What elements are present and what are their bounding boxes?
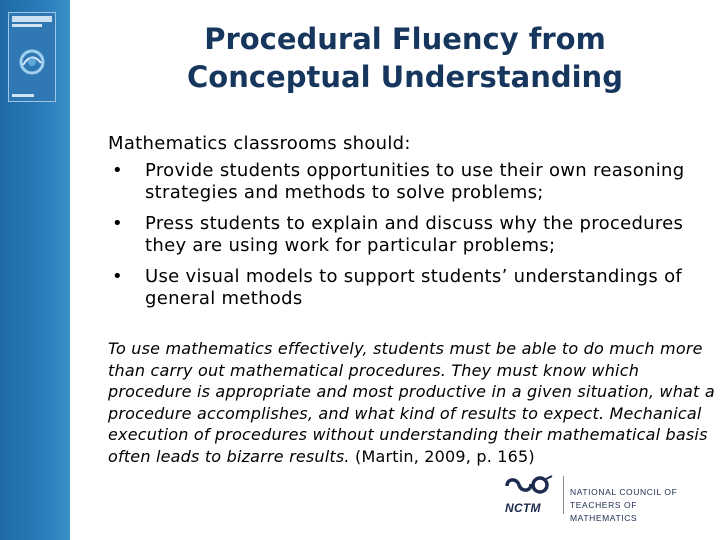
cover-footer-bar — [12, 94, 34, 97]
logo-org-line-2: TEACHERS OF MATHEMATICS — [570, 500, 638, 523]
bullet-item — [108, 160, 714, 204]
logo-divider — [563, 476, 564, 514]
cover-swirl-icon — [17, 47, 47, 77]
bullet-item — [108, 266, 714, 310]
quote-block — [108, 338, 716, 468]
bullet-item — [108, 213, 714, 257]
intro-text: Mathematics classrooms should: — [108, 133, 411, 154]
cover-title-bar — [12, 16, 52, 22]
bullet-text: Use visual models to support students’ understandings of general methods — [145, 266, 683, 309]
left-decorative-band — [0, 0, 70, 540]
title-line-1: Procedural Fluency from — [204, 22, 606, 56]
book-cover-thumbnail — [8, 12, 56, 102]
bullet-list — [108, 160, 714, 319]
bullet-text: Press students to explain and discuss why the procedures they are using work for particular problems; — [145, 213, 684, 256]
logo-acronym: NCTM — [505, 501, 541, 515]
bullet-text: Provide students opportunities to use their own reasoning strategies and methods to solve problems; — [145, 160, 685, 203]
bullet-marker: • — [112, 213, 123, 234]
quote-text: To use mathematics effectively, students must be able to do much more than carry out mathematical procedures. They must know which procedure is appropriate and most productive in a given situation, what a procedure accomplishes, and what kind of results to expect. Mechanical execution of procedures without understanding their mathematical basis often leads to bizarre results. — [108, 339, 715, 466]
slide-title — [130, 20, 680, 96]
nctm-logo — [502, 474, 702, 523]
quote-citation: (Martin, 2009, p. 165) — [355, 446, 535, 466]
bullet-marker: • — [112, 266, 123, 287]
bullet-marker: • — [112, 160, 123, 181]
logo-org-name — [570, 486, 702, 525]
logo-org-line-1: NATIONAL COUNCIL OF — [570, 487, 678, 497]
title-line-2: Conceptual Understanding — [187, 60, 623, 94]
cover-subtitle-bar — [12, 24, 42, 27]
